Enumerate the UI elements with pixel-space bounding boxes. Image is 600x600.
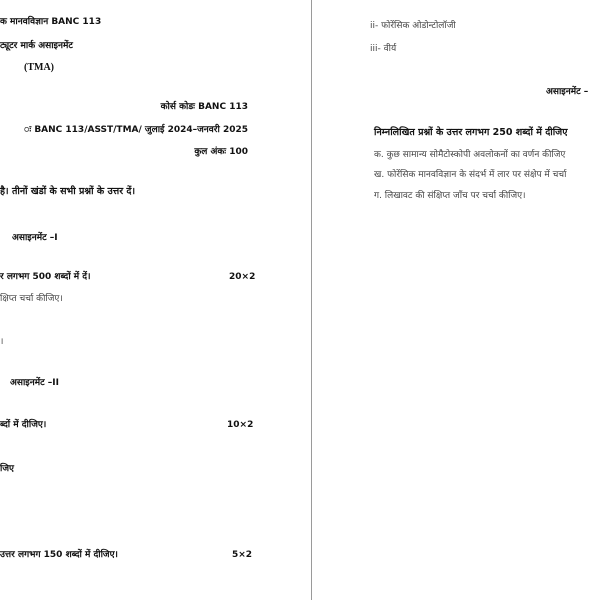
list-item-iii: iii- वीर्य: [370, 44, 397, 54]
section-heading-3: असाइनमेंट –: [546, 87, 589, 97]
section2-question: ब्दों में दीजिए।: [0, 420, 47, 430]
section1-question: र लगभग 500 शब्दों में दें।: [0, 272, 91, 282]
section2-item: जिए: [0, 464, 14, 474]
section1-item: क्षिप्त चर्चा कीजिए।: [0, 294, 63, 304]
section3-question: उत्तर लगभग 150 शब्दों में दीजिए।: [0, 550, 118, 560]
document-subtitle: ट्यूटर मार्क असाइनमेंट: [0, 41, 73, 51]
assignment-code: ः BANC 113/ASST/TMA/ जुलाई 2024–जनवरी 2025: [24, 125, 248, 135]
section3-instruction: निम्नलिखित प्रश्नों के उत्तर लगभग 250 शब्दों में दीजिए: [374, 127, 568, 138]
course-code: कोर्स कोडः BANC 113: [160, 102, 248, 112]
section1-marks: 20×2: [229, 272, 256, 282]
instruction-text: है। तीनों खंडों के सभी प्रश्नों के उत्तर दें।: [0, 186, 136, 197]
total-marks: कुल अंकः 100: [194, 147, 248, 157]
section2-marks: 10×2: [227, 420, 254, 430]
sub-question-b: ख. फोरेंसिक मानवविज्ञान के संदर्भ में लार पर संक्षेप में चर्चा: [374, 170, 567, 180]
sub-question-c: ग. लिखावट की संक्षिप्त जाँच पर चर्चा कीजिए।: [374, 191, 526, 201]
document-title: क मानवविज्ञान BANC 113: [0, 17, 102, 27]
list-item-ii: ii- फोरेंसिक ओडोन्टोलॉजी: [370, 21, 456, 31]
section-heading-2: असाइनमेंट –II: [10, 378, 59, 388]
tma-label: (TMA): [24, 62, 54, 73]
section-heading-1: असाइनमेंट –I: [12, 233, 58, 243]
section1-fragment: ।: [0, 337, 4, 347]
right-page: [312, 0, 600, 600]
section3-marks: 5×2: [232, 550, 253, 560]
sub-question-a: क. कुछ सामान्य सोमैटोस्कोपी अवलोकनों का वर्णन कीजिए: [374, 150, 566, 160]
